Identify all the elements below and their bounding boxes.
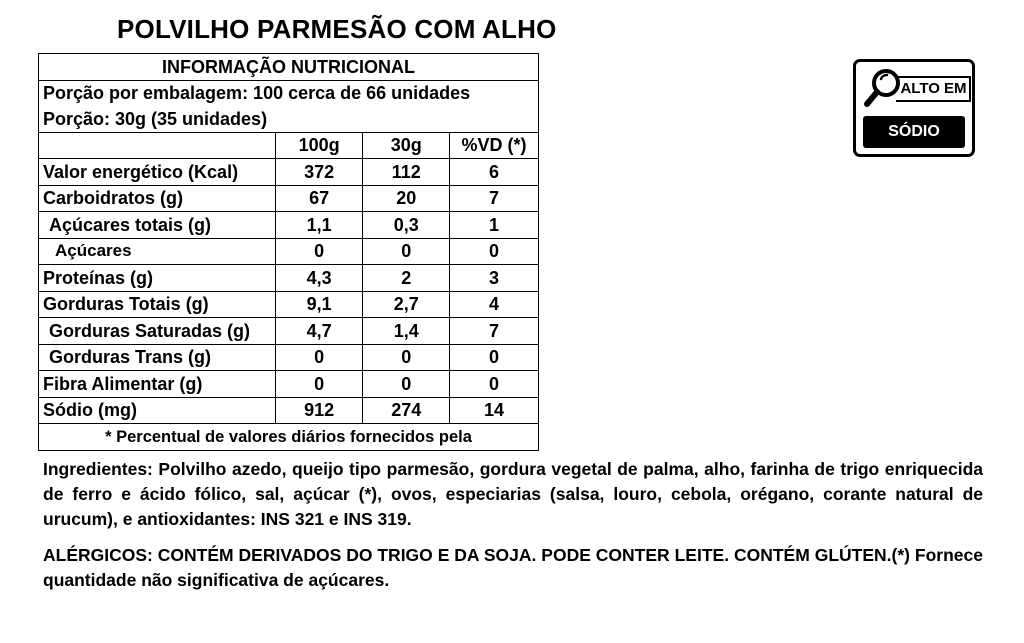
row-value-vd: 0 xyxy=(450,238,539,265)
row-value-vd: 7 xyxy=(450,318,539,345)
portion-row xyxy=(39,106,539,132)
table-footnote: * Percentual de valores diários fornecidos pela xyxy=(39,424,539,451)
footnote-row xyxy=(39,424,539,451)
row-label: Açúcares xyxy=(39,238,276,265)
row-value-vd: 0 xyxy=(450,344,539,371)
row-label: Sódio (mg) xyxy=(39,397,276,424)
row-value-vd: 4 xyxy=(450,291,539,318)
row-value-vd: 6 xyxy=(450,159,539,186)
row-value-30g: 112 xyxy=(363,159,450,186)
row-value-100g: 912 xyxy=(275,397,363,424)
table-row xyxy=(39,212,539,239)
row-value-100g: 9,1 xyxy=(275,291,363,318)
row-value-100g: 372 xyxy=(275,159,363,186)
seal-line1: ALTO EM xyxy=(896,76,971,102)
table-row xyxy=(39,238,539,265)
column-header-vd: %VD (*) xyxy=(450,132,539,159)
row-value-30g: 0 xyxy=(363,238,450,265)
column-header-row xyxy=(39,132,539,159)
row-value-30g: 274 xyxy=(363,397,450,424)
table-row xyxy=(39,318,539,345)
row-value-30g: 0 xyxy=(363,371,450,398)
row-value-30g: 0,3 xyxy=(363,212,450,239)
row-value-vd: 3 xyxy=(450,265,539,292)
column-header-100g: 100g xyxy=(275,132,363,159)
column-header-empty xyxy=(39,132,276,159)
row-value-100g: 4,7 xyxy=(275,318,363,345)
row-value-100g: 1,1 xyxy=(275,212,363,239)
table-row xyxy=(39,185,539,212)
table-row xyxy=(39,397,539,424)
row-value-vd: 0 xyxy=(450,371,539,398)
row-value-vd: 7 xyxy=(450,185,539,212)
product-title: POLVILHO PARMESÃO COM ALHO xyxy=(117,14,557,44)
row-value-30g: 2,7 xyxy=(363,291,450,318)
row-label: Carboidratos (g) xyxy=(39,185,276,212)
row-label: Fibra Alimentar (g) xyxy=(39,371,276,398)
row-value-100g: 0 xyxy=(275,238,363,265)
ingredients-text: Ingredientes: Polvilho azedo, queijo tipo parmesão, gordura vegetal de palma, alho, farinha de trigo enriquecida de ferro e ácido fólico, sal, açúcar (*), ovos, especiarias (salsa, louro, cebola, orégano, corante natural de urucum), e antioxidantes: INS 321 e INS 319. xyxy=(43,459,983,529)
row-value-100g: 0 xyxy=(275,371,363,398)
table-heading: INFORMAÇÃO NUTRICIONAL xyxy=(39,54,539,81)
table-row xyxy=(39,159,539,186)
row-value-100g: 67 xyxy=(275,185,363,212)
portion-package-row xyxy=(39,80,539,106)
table-row xyxy=(39,291,539,318)
row-value-vd: 1 xyxy=(450,212,539,239)
row-value-30g: 2 xyxy=(363,265,450,292)
row-value-100g: 0 xyxy=(275,344,363,371)
row-value-30g: 0 xyxy=(363,344,450,371)
row-label: Valor energético (Kcal) xyxy=(39,159,276,186)
table-row xyxy=(39,371,539,398)
portion: Porção: 30g (35 unidades) xyxy=(39,106,539,132)
row-value-30g: 20 xyxy=(363,185,450,212)
high-sodium-seal xyxy=(853,59,975,157)
table-row xyxy=(39,344,539,371)
table-heading-row xyxy=(39,54,539,81)
row-label: Açúcares totais (g) xyxy=(39,212,276,239)
nutrition-table xyxy=(38,53,539,451)
allergens-text: ALÉRGICOS: CONTÉM DERIVADOS DO TRIGO E DA SOJA. PODE CONTER LEITE. CONTÉM GLÚTEN.(*) Fornece quantidade não significativa de açúcares. xyxy=(43,545,983,590)
row-label: Gorduras Saturadas (g) xyxy=(39,318,276,345)
row-label: Gorduras Trans (g) xyxy=(39,344,276,371)
portion-package: Porção por embalagem: 100 cerca de 66 unidades xyxy=(39,80,539,106)
row-label: Gorduras Totais (g) xyxy=(39,291,276,318)
row-value-vd: 14 xyxy=(450,397,539,424)
seal-line2: SÓDIO xyxy=(863,116,965,148)
row-label: Proteínas (g) xyxy=(39,265,276,292)
row-value-30g: 1,4 xyxy=(363,318,450,345)
row-value-100g: 4,3 xyxy=(275,265,363,292)
table-row xyxy=(39,265,539,292)
column-header-30g: 30g xyxy=(363,132,450,159)
